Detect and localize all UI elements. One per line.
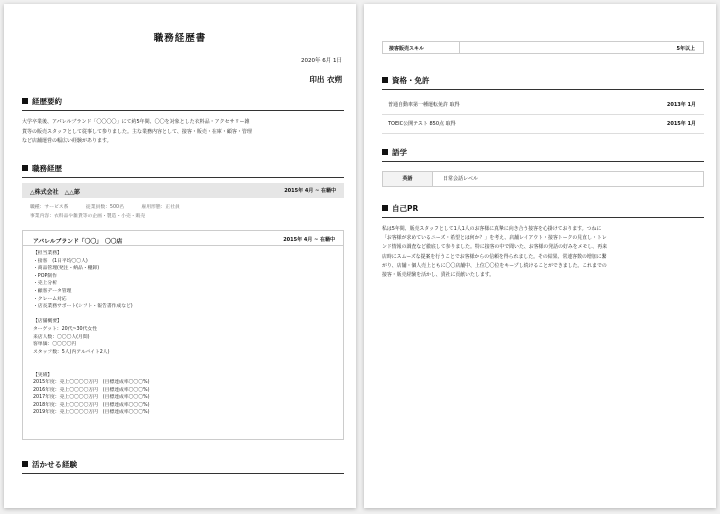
- license-name: 普通自動車第一種運転免許 取得: [388, 102, 460, 108]
- applicant-name: 印出 衣朔: [309, 75, 342, 84]
- company-business: 事業内容：衣料品や雑貨等の企画・製造・小売・販売: [30, 214, 146, 219]
- duties-heading: 【担当業務】: [33, 251, 62, 256]
- license-date: 2015年 1月: [666, 121, 696, 127]
- result-item: 2015年度：売上〇〇〇〇万円 (目標達成率〇〇〇%): [33, 380, 150, 386]
- store-item: 来店人数：〇〇〇人(月間): [33, 334, 90, 340]
- pr-line: 接客・販売経験を活かし、貴社に貢献いたします。: [382, 272, 495, 279]
- duty-item: ・POP制作: [33, 273, 57, 279]
- duty-item: ・売上分析: [33, 281, 57, 287]
- section-heading-licenses: 資格・免許: [382, 75, 704, 90]
- document-title: 職務経歴書: [153, 33, 207, 44]
- language-level: 日常会話レベル: [443, 176, 479, 182]
- store-item: ターゲット：20代~30代女性: [33, 326, 98, 332]
- divider: [382, 133, 704, 134]
- job-detail-box: [22, 230, 344, 440]
- duty-item: ・店長業務サポート(シフト・報告書作成など): [33, 304, 133, 310]
- license-name: TOEIC公開テスト 850点 取得: [388, 121, 456, 127]
- divider: [382, 114, 704, 115]
- result-item: 2017年度：売上〇〇〇〇万円 (目標達成率〇〇〇%): [33, 395, 150, 401]
- job-title: アパレルブランド「〇〇」 〇〇店: [33, 239, 123, 245]
- store-heading: 【店舗概要】: [33, 319, 62, 325]
- duty-item: ・クレーム対応: [33, 296, 67, 302]
- section-heading-skills: 活かせる経験: [22, 459, 344, 474]
- job-body: [33, 250, 149, 417]
- resume-page-1: [4, 4, 356, 508]
- result-item: 2018年度：売上〇〇〇〇万円 (目標達成率〇〇〇%): [33, 402, 150, 408]
- skill-label: 接客販売スキル: [389, 46, 424, 52]
- skill-value: 5年以上: [676, 46, 695, 52]
- language-row: [382, 171, 704, 187]
- duty-item: ・顧客データ管理: [33, 288, 72, 294]
- results-heading: 【実績】: [33, 372, 53, 378]
- skill-row: [382, 41, 704, 54]
- duty-item: ・接客 (1日平均〇〇人): [33, 258, 88, 264]
- divider: [459, 42, 460, 53]
- company-industry: 職種：サービス系: [30, 205, 69, 210]
- result-item: 2019年度：売上〇〇〇〇万円 (目標達成率〇〇〇%): [33, 410, 150, 416]
- duty-item: ・商品管理(発注・納品・棚卸): [33, 266, 100, 272]
- square-bullet-icon: [382, 77, 388, 83]
- pr-line: 私は5年間、販売スタッフとして1人1人のお客様に真摯に向き合う接客を心掛けております。つねに: [382, 226, 602, 232]
- square-bullet-icon: [382, 149, 388, 155]
- document-date: 2020年 6月 1日: [301, 58, 342, 64]
- company-meta: [30, 203, 342, 221]
- job-period: 2015年 4月 ~ 在籍中: [283, 237, 335, 243]
- company-header: [22, 183, 344, 198]
- summary-line: 大学卒業後、アパレルブランド「〇〇〇〇」にて約5年間、〇〇を対象とした衣料品・アクセサリー雑: [22, 119, 250, 125]
- section-heading-summary: 経歴要約: [22, 96, 344, 111]
- pr-line: 店時にスムーズな提案を行うことでお客様からの信頼を得られました。その結果、常連客数の増加に繋: [382, 253, 607, 260]
- pr-line: がり、店舗・個人売上ともに〇〇店舗中、上位〇〇位をキープし続けることができました。これまでの: [382, 262, 607, 269]
- result-item: 2016年度：売上〇〇〇〇万円 (目標達成率〇〇〇%): [33, 387, 150, 393]
- square-bullet-icon: [22, 461, 28, 467]
- pr-line: 「お客様が求めているニーズ・希望とは何か？」を考え、店舗レイアウト・接客トークの見直し・トレ: [382, 235, 607, 242]
- company-name: △株式会社 △△部: [30, 189, 80, 196]
- license-date: 2013年 1月: [666, 102, 696, 108]
- summary-line: 貨等の販売スタッフとして従事して参りました。主な業務内容として、接客・販売・在庫・顧客・管理: [22, 128, 252, 135]
- section-heading-pr: 自己PR: [382, 203, 704, 218]
- language-label: 英語: [383, 172, 433, 186]
- divider: [23, 245, 343, 246]
- square-bullet-icon: [382, 205, 388, 211]
- company-period: 2015年 4月 ~ 在籍中: [284, 188, 336, 194]
- pr-line: ンド情報の調査など徹底して参りました。特に接客の中で聞いた、お客様の発話の好みをメモし、再来: [382, 244, 607, 251]
- company-employment-type: 雇用形態：正社員: [141, 205, 180, 210]
- section-heading-history: 職務経歴: [22, 163, 344, 178]
- section-heading-language: 語学: [382, 147, 704, 162]
- company-employees: 従業員数：500名: [85, 205, 124, 210]
- store-item: スタッフ数：5人(内アルバイト2人): [33, 349, 110, 355]
- summary-line: など店舗運営の幅広い経験があります。: [22, 138, 112, 144]
- resume-page-2: [364, 4, 716, 508]
- store-item: 客単価：〇〇〇〇円: [33, 342, 77, 348]
- summary-text: [22, 118, 342, 147]
- square-bullet-icon: [22, 165, 28, 171]
- pr-text: [382, 225, 702, 280]
- square-bullet-icon: [22, 98, 28, 104]
